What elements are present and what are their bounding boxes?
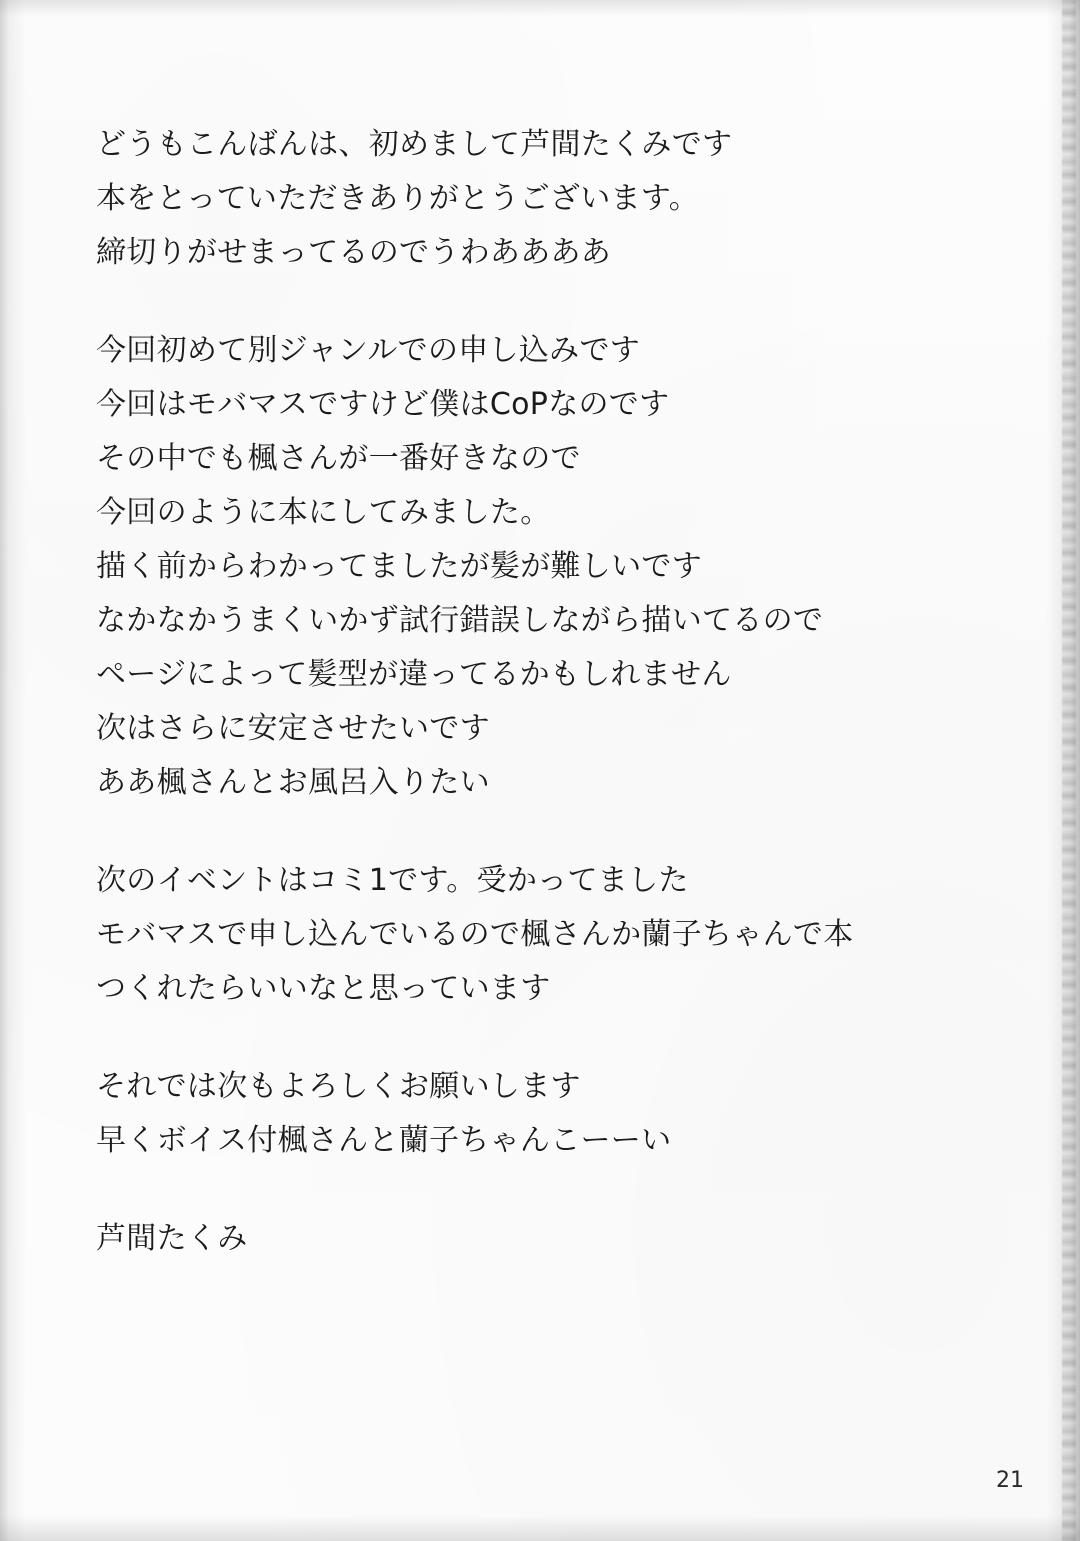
paragraph-greeting [96,118,976,280]
text-line: 今回のように本にしてみました。 [96,495,551,530]
paragraph-about-the-book [96,324,976,810]
text-line: ああ楓さんとお風呂入りたい [96,765,490,800]
author-signature [96,1212,976,1266]
text-line: 描く前からわかってましたが髪が難しいです [96,549,702,584]
text-line: モバマスで申し込んでいるので楓さんか蘭子ちゃんで本 [96,917,854,952]
signature-text: 芦間たくみ [96,1221,248,1256]
text-line: 次はさらに安定させたいです [96,711,490,746]
text-line: それでは次もよろしくお願いします [96,1069,581,1104]
text-line: 今回初めて別ジャンルでの申し込みです [96,333,641,368]
text-line: ページによって髪型が違ってるかもしれません [96,657,732,692]
page-edge-bottom-shadow [0,1515,1080,1541]
text-line: 締切りがせまってるのでうわああああ [96,235,612,270]
text-line: どうもこんばんは、初めまして芦間たくみです [96,127,733,162]
text-line: 本をとっていただきありがとうございます。 [96,181,699,216]
text-line: 今回はモバマスですけど僕はCoPなのです [96,387,670,422]
paragraph-next-event [96,854,976,1016]
text-line: 早くボイス付楓さんと蘭子ちゃんこーーい [96,1123,672,1158]
text-line: その中でも楓さんが一番好きなので [96,441,581,476]
text-line: つくれたらいいなと思っています [96,971,551,1006]
afterword-text-block [96,118,976,1266]
text-line: 次のイベントはコミ1です。受かってました [96,863,689,898]
page-number: 21 [996,1468,1024,1493]
page-edge-right-binding [1046,0,1080,1541]
page-edge-top-shadow [0,0,1080,16]
page-edge-left-shadow [0,0,26,1541]
paragraph-closing [96,1060,976,1168]
text-line: なかなかうまくいかず試行錯誤しながら描いてるので [96,603,824,638]
